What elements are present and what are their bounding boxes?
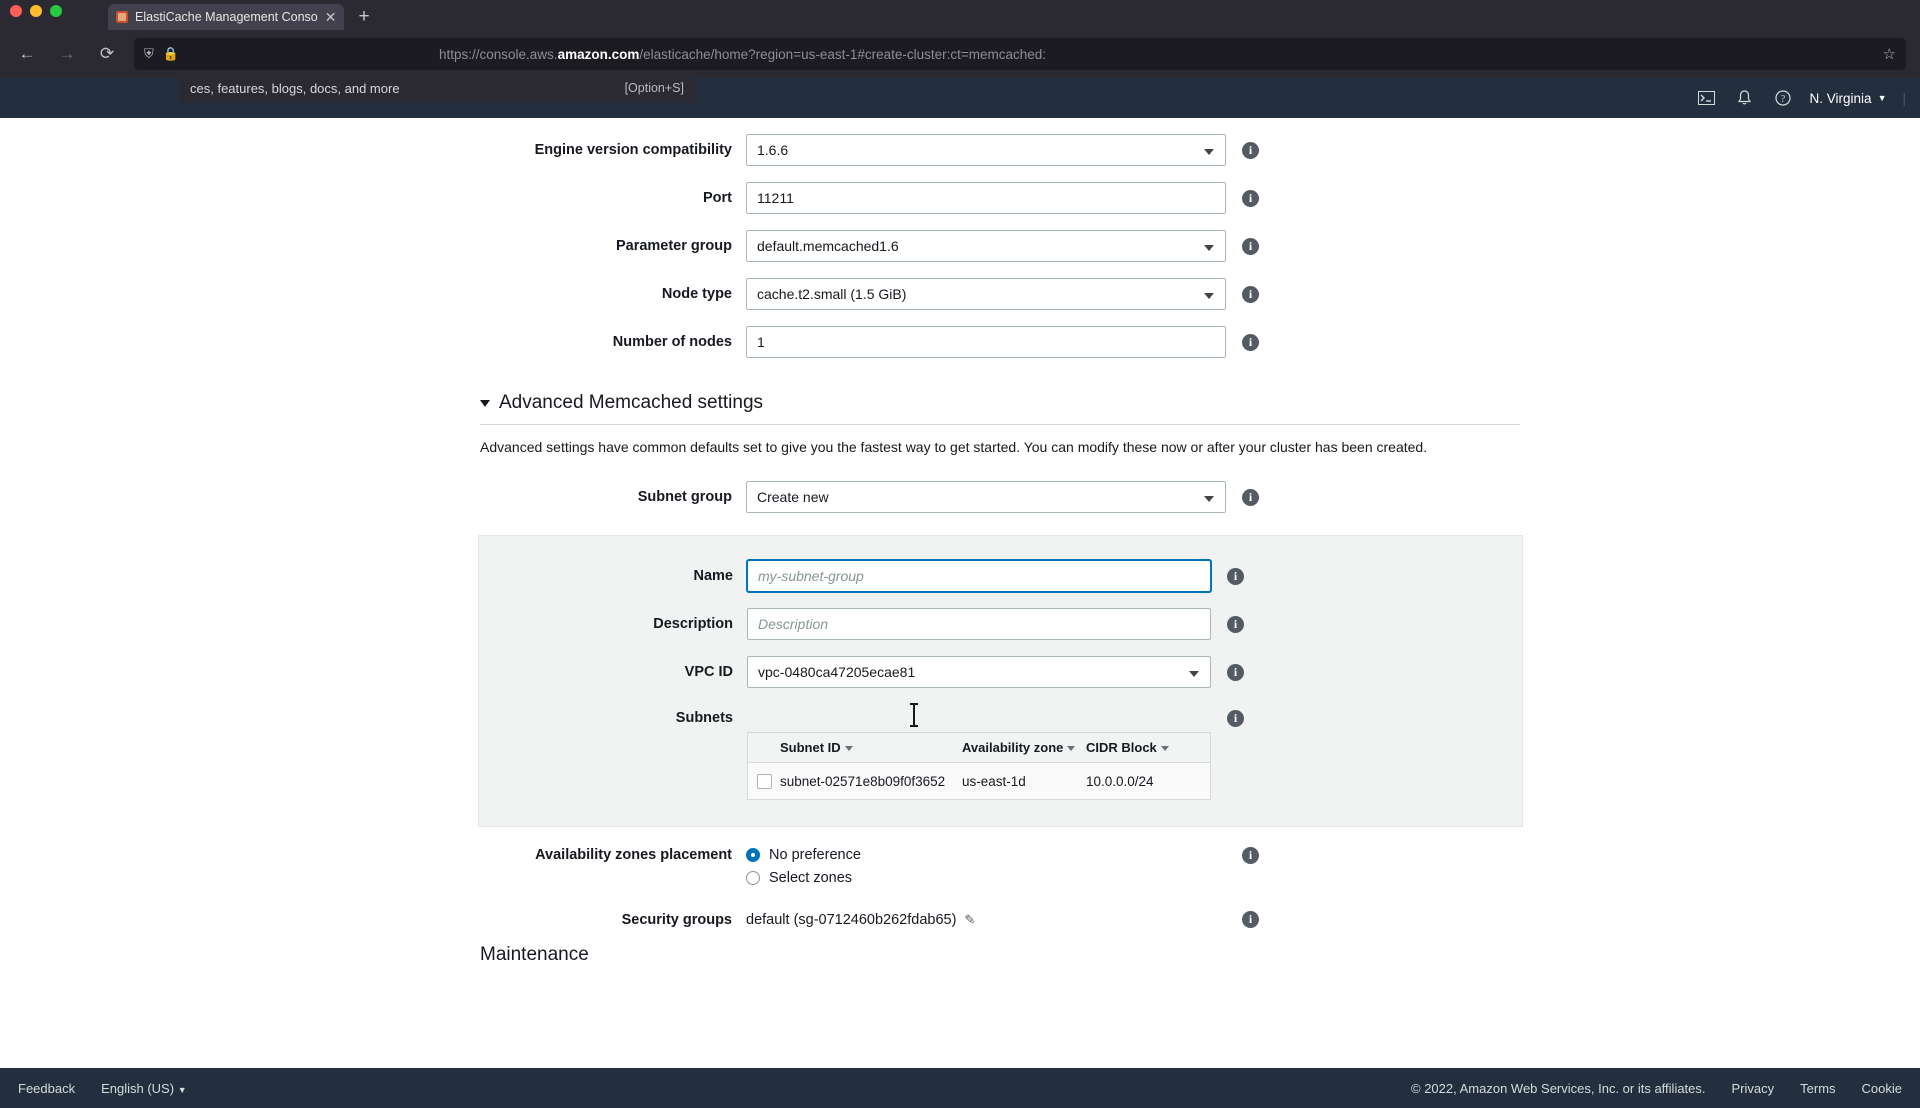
cell-subnet-id: subnet-02571e8b09f0f3652 — [780, 773, 946, 789]
node-type-value: cache.t2.small (1.5 GiB) — [757, 286, 907, 302]
field-number-of-nodes — [0, 326, 1920, 358]
window-traffic-lights — [10, 5, 62, 17]
address-bar-icons — [144, 46, 179, 62]
edit-pencil-icon[interactable]: ✎ — [964, 911, 976, 927]
maximize-window-button[interactable] — [50, 5, 62, 17]
field-label: Parameter group — [615, 238, 732, 254]
chevron-down-icon: ▼ — [1877, 93, 1887, 103]
vpc-id-select[interactable] — [747, 656, 1211, 688]
radio-button[interactable] — [746, 848, 760, 862]
notifications-icon[interactable] — [1734, 87, 1756, 109]
info-icon[interactable]: i — [1227, 568, 1244, 585]
shield-icon[interactable]: ⛨ — [144, 46, 154, 61]
field-security-groups — [0, 911, 1920, 928]
subnets-table — [747, 732, 1211, 800]
text-cursor — [913, 704, 915, 726]
url-suffix: /elasticache/home?region=us-east-1#create-cluster:ct=memcached: — [639, 46, 1047, 62]
url-text — [439, 47, 1046, 62]
info-icon[interactable]: i — [1242, 334, 1259, 351]
security-groups-value-row — [746, 912, 1226, 928]
close-tab-icon[interactable]: ✕ — [324, 9, 337, 25]
subnets-table-header — [748, 733, 1210, 763]
back-icon[interactable]: ← — [18, 44, 36, 63]
radio-label: No preference — [769, 847, 861, 863]
create-cluster-form — [0, 118, 1920, 1068]
node-type-select[interactable] — [746, 278, 1226, 310]
search-suggestion-overlay[interactable] — [178, 73, 696, 103]
field-subnet-name — [479, 560, 1522, 592]
caret-down-icon[interactable] — [480, 400, 490, 407]
field-label: Node type — [661, 286, 732, 302]
browser-tab-strip — [0, 0, 1920, 30]
tab-title: ElastiCache Management Conso — [135, 10, 318, 24]
bookmark-star-icon[interactable]: ☆ — [1882, 46, 1896, 63]
footer-right — [1411, 1081, 1902, 1096]
subnet-group-panel — [478, 535, 1523, 827]
browser-nav-bar — [0, 30, 1920, 78]
row-checkbox[interactable] — [757, 774, 772, 789]
radio-no-preference[interactable] — [746, 847, 1226, 863]
info-icon[interactable]: i — [1242, 142, 1259, 159]
column-header-subnet-id[interactable] — [780, 740, 962, 755]
parameter-group-select[interactable] — [746, 230, 1226, 262]
field-label: Subnet group — [637, 489, 732, 505]
field-port — [0, 182, 1920, 214]
subnet-name-placeholder: my-subnet-group — [758, 568, 864, 584]
language-label: English (US) — [101, 1080, 175, 1096]
vpc-id-value: vpc-0480ca47205ecae81 — [758, 664, 916, 680]
cookie-preferences-link[interactable]: Cookie — [1861, 1080, 1902, 1096]
subnet-name-input[interactable] — [747, 560, 1211, 592]
table-row[interactable] — [748, 763, 1210, 799]
cell-cidr-block: 10.0.0.0/24 — [1086, 773, 1154, 789]
sort-caret-icon[interactable] — [845, 746, 853, 751]
column-header-availability-zone[interactable] — [962, 740, 1086, 755]
new-tab-icon[interactable]: + — [358, 6, 370, 27]
info-icon[interactable]: i — [1227, 616, 1244, 633]
field-label: VPC ID — [684, 664, 733, 680]
column-header-cidr-block[interactable] — [1086, 740, 1206, 755]
maintenance-section-title: Maintenance — [480, 944, 589, 965]
info-icon[interactable]: i — [1227, 710, 1244, 727]
field-label: Number of nodes — [612, 334, 732, 350]
field-subnet-group — [0, 481, 1920, 513]
copyright-text: © 2022, Amazon Web Services, Inc. or its affiliates. — [1411, 1080, 1706, 1096]
column-label: Availability zone — [962, 740, 1064, 755]
cell-availability-zone: us-east-1d — [962, 773, 1026, 789]
field-subnet-description — [479, 608, 1522, 640]
field-subnets — [479, 704, 1522, 800]
subnet-description-input[interactable] — [747, 608, 1211, 640]
privacy-link[interactable]: Privacy — [1731, 1080, 1775, 1096]
parameter-group-value: default.memcached1.6 — [757, 238, 899, 254]
cloudshell-icon[interactable] — [1696, 87, 1718, 109]
field-label: Name — [693, 568, 733, 584]
lock-icon[interactable]: 🔒 — [162, 46, 179, 61]
url-domain: amazon.com — [557, 46, 640, 62]
field-label: Subnets — [675, 710, 733, 726]
reload-icon[interactable]: ⟳ — [99, 44, 115, 63]
advanced-settings-description: Advanced settings have common defaults set to give you the fastest way to get started. You can modify these now or after your cluster has been created. — [480, 439, 1428, 455]
subnet-group-select[interactable] — [746, 481, 1226, 513]
region-selector[interactable] — [1810, 91, 1887, 106]
field-label: Port — [703, 190, 732, 206]
close-window-button[interactable] — [10, 5, 22, 17]
info-icon[interactable]: i — [1242, 238, 1259, 255]
search-shortcut-hint: [Option+S] — [624, 81, 684, 95]
column-label: CIDR Block — [1086, 740, 1157, 755]
advanced-settings-header[interactable] — [480, 392, 1520, 425]
url-prefix: https://console.aws. — [439, 46, 558, 62]
radio-label: Select zones — [769, 870, 853, 886]
field-label: Availability zones placement — [535, 847, 732, 863]
engine-version-select[interactable] — [746, 134, 1226, 166]
field-node-type — [0, 278, 1920, 310]
field-parameter-group — [0, 230, 1920, 262]
info-icon[interactable]: i — [1242, 847, 1259, 864]
radio-select-zones[interactable] — [746, 870, 1226, 886]
favicon-icon — [116, 11, 128, 23]
field-label: Security groups — [621, 911, 732, 928]
sort-caret-icon[interactable] — [1161, 746, 1169, 751]
subnet-group-value: Create new — [757, 489, 829, 505]
field-label: Engine version compatibility — [534, 142, 732, 158]
help-icon[interactable] — [1772, 87, 1794, 109]
info-icon[interactable]: i — [1242, 190, 1259, 207]
info-icon[interactable]: i — [1242, 911, 1259, 928]
field-vpc-id — [479, 656, 1522, 688]
nav-divider: | — [1902, 90, 1906, 106]
search-suggestion-text: ces, features, blogs, docs, and more — [190, 80, 400, 96]
region-label: N. Virginia — [1809, 90, 1872, 106]
forward-icon[interactable]: → — [58, 44, 76, 63]
column-label: Subnet ID — [780, 740, 841, 755]
info-icon[interactable]: i — [1242, 489, 1259, 506]
info-icon[interactable]: i — [1227, 664, 1244, 681]
minimize-window-button[interactable] — [30, 5, 42, 17]
browser-tab[interactable] — [108, 4, 344, 30]
feedback-link[interactable]: Feedback — [18, 1080, 76, 1096]
field-availability-zones-placement — [0, 847, 1920, 893]
security-groups-value: default (sg-0712460b262fdab65) — [746, 911, 957, 928]
port-input[interactable] — [746, 182, 1226, 214]
radio-button[interactable] — [746, 871, 760, 885]
number-of-nodes-value: 1 — [757, 334, 765, 350]
subnet-description-placeholder: Description — [758, 616, 829, 632]
page-footer — [0, 1068, 1920, 1108]
field-engine-version — [0, 134, 1920, 166]
address-bar[interactable] — [134, 38, 1906, 70]
svg-text:?: ? — [1780, 94, 1785, 105]
chevron-down-icon: ▼ — [177, 1084, 187, 1095]
sort-caret-icon[interactable] — [1067, 746, 1075, 751]
engine-version-value: 1.6.6 — [757, 142, 789, 158]
terms-link[interactable]: Terms — [1800, 1080, 1836, 1096]
row-checkbox-cell — [748, 774, 780, 789]
advanced-settings-title: Advanced Memcached settings — [499, 392, 764, 413]
language-selector[interactable] — [101, 1081, 187, 1096]
number-of-nodes-input[interactable] — [746, 326, 1226, 358]
info-icon[interactable]: i — [1242, 286, 1259, 303]
port-value: 11211 — [757, 190, 794, 206]
field-label: Description — [653, 616, 733, 632]
